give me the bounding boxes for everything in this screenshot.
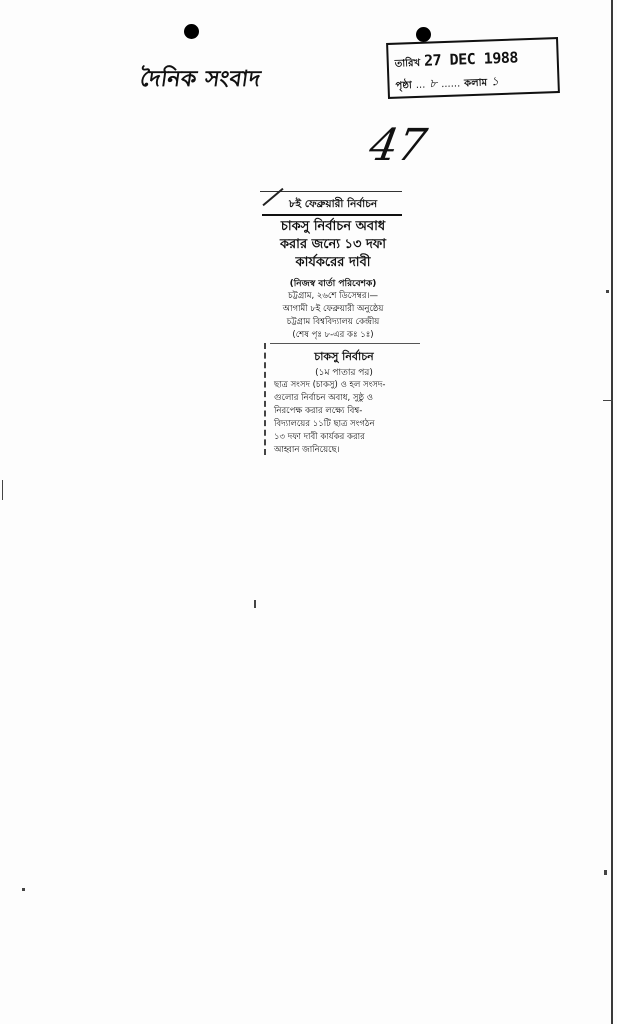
newspaper-masthead: দৈনিক সংবাদ — [138, 66, 263, 92]
body-line: বিদ্যালয়ের ১১টি ছাত্র সংগঠন — [274, 419, 375, 429]
archive-stamp — [386, 37, 560, 99]
news-clipping — [258, 188, 408, 348]
body-line: ছাত্র সংসদ (চাকসু) ও হল সংসদ- — [274, 380, 386, 390]
handwritten-folio-number: 47 — [365, 120, 431, 171]
body-line: (শেষ পৃঃ ৮-এর কঃ ১ঃ) — [292, 330, 374, 340]
stamp-page-label: পৃষ্ঠা — [395, 80, 412, 92]
headline-line: করার জন্যে ১৩ দফা — [279, 237, 387, 252]
punch-hole-right — [416, 27, 431, 42]
body-line: নিরপেক্ষ করার লক্ষ্যে বিশ্ব- — [274, 406, 363, 416]
punch-hole-left — [184, 24, 199, 39]
body-line: আগামী ৮ই ফেব্রুয়ারী অনুষ্ঠেয় — [282, 304, 384, 314]
scan-speck — [22, 888, 25, 891]
stamp-date-value: 27 DEC 1988 — [423, 48, 519, 70]
body-line: চট্টগ্রাম বিশ্ববিদ্যালয় কেন্দ্রীয় — [286, 317, 380, 327]
scan-speck — [604, 870, 607, 875]
page-edge-shadow — [611, 0, 613, 1024]
stamp-column-label: কলাম — [463, 77, 488, 90]
stamp-dots: ...... — [440, 78, 461, 91]
headline-line: কার্যকরের দাবী — [295, 255, 371, 270]
clipping-byline: (নিজস্ব বার্তা পরিবেশক) — [289, 279, 377, 289]
kicker-underline — [262, 214, 402, 216]
stamp-page-row — [395, 73, 499, 97]
stamp-dots: ... — [415, 79, 426, 92]
continuation-subheading: (১ম পাতার পর) — [315, 368, 373, 378]
stamp-column-value: ১ — [490, 74, 500, 89]
body-line: ১৩ দফা দাবী কার্যকর করার — [274, 432, 365, 442]
clipping-kicker: ৮ই ফেব্রুয়ারী নির্বাচন — [288, 198, 378, 210]
stamp-date-label: তারিখ — [394, 57, 421, 70]
stamp-page-value: ৮ — [429, 76, 438, 91]
body-line: আহ্বান জানিয়েছে। — [274, 445, 340, 455]
continuation-clipping — [264, 343, 422, 455]
clipping-body — [260, 290, 406, 342]
continuation-heading: চাকসু নির্বাচন — [314, 350, 374, 363]
headline-line: চাকসু নির্বাচন অবাধ — [280, 219, 386, 234]
scan-speck — [606, 290, 609, 293]
body-line: চট্টগ্রাম, ২৬শে ডিসেম্বর।— — [287, 291, 379, 301]
scan-speck — [2, 480, 3, 500]
body-line: গুলোর নির্বাচন অবাধ, সুষ্ঠু ও — [274, 393, 374, 403]
stamp-date-row — [394, 48, 518, 73]
scan-speck — [254, 600, 256, 608]
continuation-top-rule — [270, 343, 420, 344]
clipping-headline — [258, 218, 408, 272]
continuation-body — [274, 379, 420, 457]
scan-speck — [603, 400, 613, 401]
